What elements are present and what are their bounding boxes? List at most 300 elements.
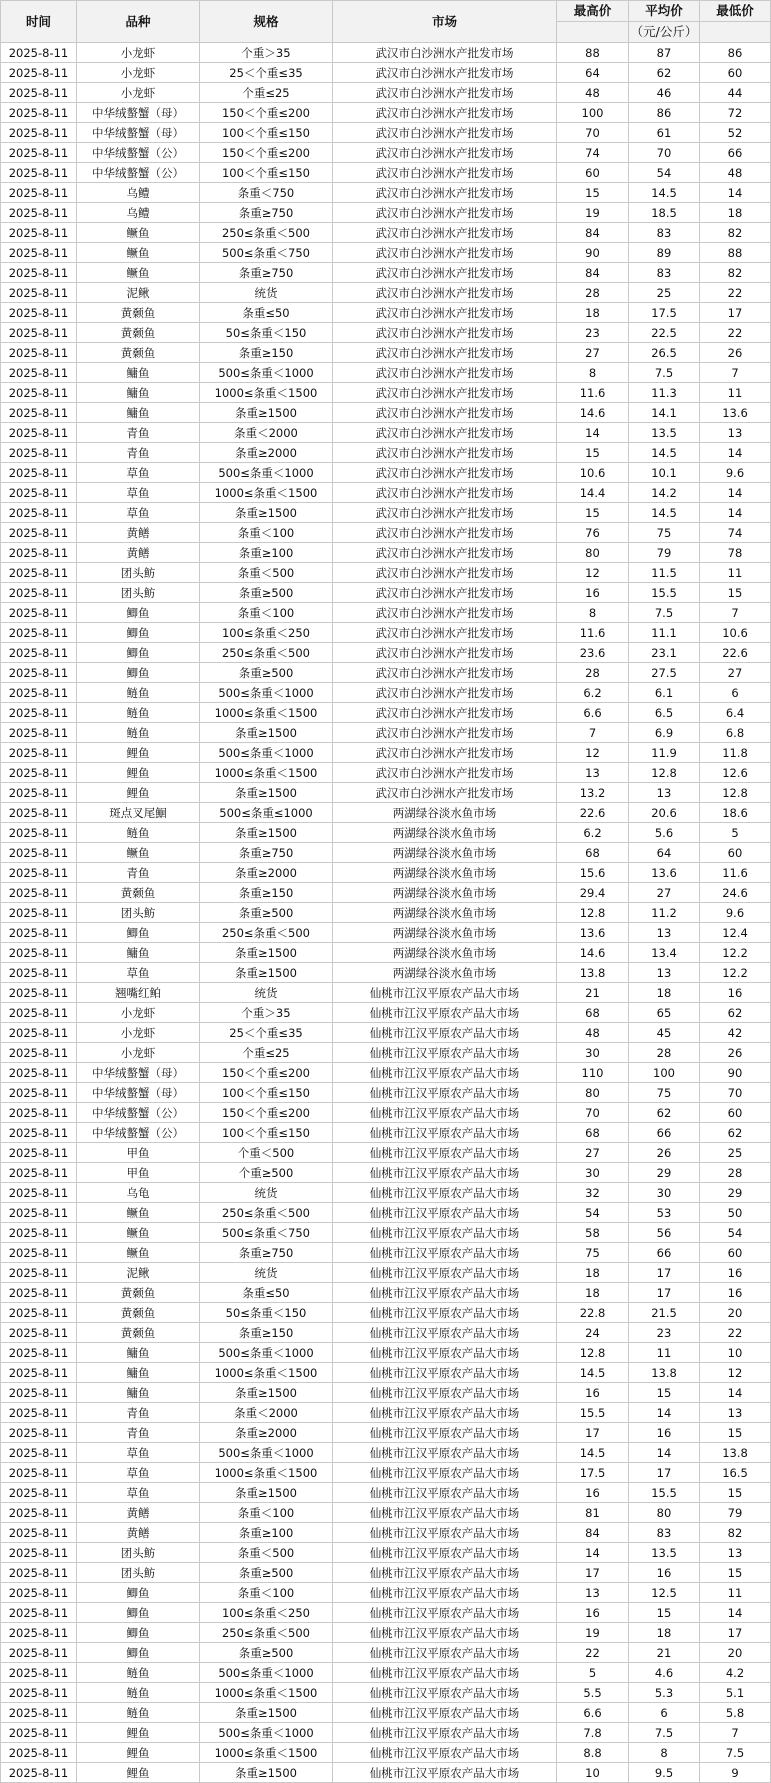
cell-spec: 1000≤条重＜1500 [200, 703, 333, 723]
cell-variety: 乌龟 [77, 1183, 200, 1203]
cell-high: 84 [557, 263, 629, 283]
cell-avg: 13 [629, 963, 700, 983]
cell-low: 74 [700, 523, 771, 543]
cell-spec: 条重≥150 [200, 883, 333, 903]
cell-market: 仙桃市江汉平原农产品大市场 [333, 1603, 557, 1623]
table-row [1, 1383, 771, 1403]
cell-spec: 1000≤条重＜1500 [200, 1743, 333, 1763]
cell-variety: 黄鳝 [77, 1523, 200, 1543]
cell-market: 仙桃市江汉平原农产品大市场 [333, 1563, 557, 1583]
cell-date: 2025-8-11 [1, 183, 77, 203]
cell-low: 18 [700, 203, 771, 223]
cell-market: 仙桃市江汉平原农产品大市场 [333, 1503, 557, 1523]
cell-spec: 500≤条重＜1000 [200, 743, 333, 763]
cell-spec: 条重＜100 [200, 1503, 333, 1523]
cell-market: 仙桃市江汉平原农产品大市场 [333, 1623, 557, 1643]
table-row [1, 1063, 771, 1083]
cell-high: 64 [557, 63, 629, 83]
cell-avg: 16 [629, 1423, 700, 1443]
cell-avg: 12.5 [629, 1583, 700, 1603]
cell-high: 5.5 [557, 1683, 629, 1703]
cell-avg: 11.5 [629, 563, 700, 583]
cell-market: 武汉市白沙洲水产批发市场 [333, 163, 557, 183]
cell-market: 两湖绿谷淡水鱼市场 [333, 943, 557, 963]
cell-variety: 鲫鱼 [77, 923, 200, 943]
cell-high: 90 [557, 243, 629, 263]
cell-variety: 团头鲂 [77, 903, 200, 923]
cell-avg: 11.1 [629, 623, 700, 643]
table-row [1, 643, 771, 663]
table-row [1, 1163, 771, 1183]
cell-date: 2025-8-11 [1, 923, 77, 943]
cell-avg: 14.5 [629, 443, 700, 463]
cell-variety: 草鱼 [77, 1443, 200, 1463]
cell-high: 68 [557, 1123, 629, 1143]
cell-avg: 4.6 [629, 1663, 700, 1683]
cell-date: 2025-8-11 [1, 83, 77, 103]
cell-spec: 1000≤条重＜1500 [200, 483, 333, 503]
cell-high: 110 [557, 1063, 629, 1083]
cell-market: 仙桃市江汉平原农产品大市场 [333, 1403, 557, 1423]
cell-spec: 250≤条重＜500 [200, 1623, 333, 1643]
cell-date: 2025-8-11 [1, 1703, 77, 1723]
cell-low: 22.6 [700, 643, 771, 663]
cell-low: 12 [700, 1363, 771, 1383]
cell-low: 70 [700, 1083, 771, 1103]
cell-high: 11.6 [557, 623, 629, 643]
cell-high: 21 [557, 983, 629, 1003]
cell-low: 14 [700, 443, 771, 463]
cell-market: 两湖绿谷淡水鱼市场 [333, 883, 557, 903]
table-row [1, 1243, 771, 1263]
cell-high: 22.8 [557, 1303, 629, 1323]
cell-high: 11.6 [557, 383, 629, 403]
cell-avg: 83 [629, 263, 700, 283]
cell-high: 28 [557, 663, 629, 683]
cell-variety: 泥鳅 [77, 283, 200, 303]
table-row [1, 1603, 771, 1623]
cell-variety: 甲鱼 [77, 1163, 200, 1183]
cell-spec: 条重≥750 [200, 203, 333, 223]
cell-spec: 个重≤25 [200, 1043, 333, 1063]
cell-high: 14.4 [557, 483, 629, 503]
table-row [1, 223, 771, 243]
cell-market: 两湖绿谷淡水鱼市场 [333, 923, 557, 943]
cell-date: 2025-8-11 [1, 203, 77, 223]
cell-low: 66 [700, 143, 771, 163]
cell-low: 7.5 [700, 1743, 771, 1763]
cell-market: 仙桃市江汉平原农产品大市场 [333, 1003, 557, 1023]
cell-market: 两湖绿谷淡水鱼市场 [333, 903, 557, 923]
cell-date: 2025-8-11 [1, 263, 77, 283]
table-row [1, 1283, 771, 1303]
cell-market: 仙桃市江汉平原农产品大市场 [333, 1723, 557, 1743]
cell-date: 2025-8-11 [1, 1263, 77, 1283]
cell-avg: 9.5 [629, 1763, 700, 1783]
cell-market: 武汉市白沙洲水产批发市场 [333, 783, 557, 803]
cell-variety: 中华绒螯蟹（母） [77, 1063, 200, 1083]
cell-spec: 条重≥2000 [200, 863, 333, 883]
cell-variety: 鲢鱼 [77, 1703, 200, 1723]
table-row [1, 283, 771, 303]
cell-spec: 条重≥1500 [200, 1763, 333, 1783]
table-row [1, 423, 771, 443]
table-row [1, 883, 771, 903]
table-row [1, 1023, 771, 1043]
cell-spec: 500≤条重＜750 [200, 1223, 333, 1243]
cell-high: 6.2 [557, 823, 629, 843]
cell-market: 仙桃市江汉平原农产品大市场 [333, 1443, 557, 1463]
cell-spec: 统货 [200, 1263, 333, 1283]
cell-market: 武汉市白沙洲水产批发市场 [333, 263, 557, 283]
table-row [1, 403, 771, 423]
cell-high: 22 [557, 1643, 629, 1663]
cell-spec: 250≤条重＜500 [200, 643, 333, 663]
cell-low: 16 [700, 1283, 771, 1303]
cell-high: 16 [557, 1483, 629, 1503]
header-low: 最低价 [700, 1, 771, 22]
table-row [1, 1663, 771, 1683]
table-row [1, 983, 771, 1003]
cell-avg: 13.4 [629, 943, 700, 963]
cell-high: 23 [557, 323, 629, 343]
header-high-blank [557, 22, 629, 43]
cell-market: 两湖绿谷淡水鱼市场 [333, 863, 557, 883]
cell-market: 武汉市白沙洲水产批发市场 [333, 363, 557, 383]
table-row [1, 1523, 771, 1543]
cell-avg: 14.5 [629, 183, 700, 203]
table-row [1, 1343, 771, 1363]
cell-date: 2025-8-11 [1, 1623, 77, 1643]
cell-high: 24 [557, 1323, 629, 1343]
cell-low: 6 [700, 683, 771, 703]
cell-variety: 中华绒螯蟹（公） [77, 143, 200, 163]
cell-variety: 草鱼 [77, 503, 200, 523]
cell-spec: 条重≥1500 [200, 1703, 333, 1723]
cell-market: 仙桃市江汉平原农产品大市场 [333, 1243, 557, 1263]
cell-high: 14.6 [557, 403, 629, 423]
cell-avg: 7.5 [629, 603, 700, 623]
cell-low: 18.6 [700, 803, 771, 823]
cell-variety: 鳙鱼 [77, 1343, 200, 1363]
table-row [1, 1103, 771, 1123]
cell-variety: 鲤鱼 [77, 1763, 200, 1783]
cell-date: 2025-8-11 [1, 1643, 77, 1663]
cell-low: 60 [700, 843, 771, 863]
cell-market: 武汉市白沙洲水产批发市场 [333, 343, 557, 363]
cell-date: 2025-8-11 [1, 1103, 77, 1123]
cell-market: 仙桃市江汉平原农产品大市场 [333, 1643, 557, 1663]
cell-avg: 23.1 [629, 643, 700, 663]
cell-avg: 11.9 [629, 743, 700, 763]
header-market: 市场 [333, 1, 557, 43]
cell-spec: 250≤条重＜500 [200, 223, 333, 243]
table-row [1, 723, 771, 743]
cell-market: 仙桃市江汉平原农产品大市场 [333, 1043, 557, 1063]
table-row [1, 1623, 771, 1643]
cell-date: 2025-8-11 [1, 163, 77, 183]
cell-date: 2025-8-11 [1, 1043, 77, 1063]
cell-avg: 86 [629, 103, 700, 123]
cell-high: 48 [557, 1023, 629, 1043]
cell-variety: 鳜鱼 [77, 263, 200, 283]
table-row [1, 1563, 771, 1583]
cell-variety: 青鱼 [77, 443, 200, 463]
cell-avg: 14.2 [629, 483, 700, 503]
cell-spec: 500≤条重＜1000 [200, 363, 333, 383]
cell-low: 72 [700, 103, 771, 123]
cell-spec: 100≤条重＜250 [200, 623, 333, 643]
cell-date: 2025-8-11 [1, 983, 77, 1003]
cell-market: 武汉市白沙洲水产批发市场 [333, 283, 557, 303]
table-row [1, 903, 771, 923]
cell-market: 仙桃市江汉平原农产品大市场 [333, 1463, 557, 1483]
cell-variety: 鲤鱼 [77, 763, 200, 783]
cell-avg: 80 [629, 1503, 700, 1523]
table-row [1, 1443, 771, 1463]
cell-variety: 团头鲂 [77, 583, 200, 603]
cell-low: 52 [700, 123, 771, 143]
cell-date: 2025-8-11 [1, 1323, 77, 1343]
cell-high: 81 [557, 1503, 629, 1523]
cell-high: 12 [557, 563, 629, 583]
cell-spec: 100＜个重≤150 [200, 1123, 333, 1143]
cell-spec: 250≤条重＜500 [200, 923, 333, 943]
table-row [1, 563, 771, 583]
cell-market: 武汉市白沙洲水产批发市场 [333, 443, 557, 463]
table-header [1, 1, 771, 43]
table-row [1, 1703, 771, 1723]
cell-avg: 66 [629, 1123, 700, 1143]
cell-high: 15.5 [557, 1403, 629, 1423]
table-row [1, 463, 771, 483]
cell-high: 88 [557, 43, 629, 63]
cell-variety: 黄颡鱼 [77, 883, 200, 903]
cell-low: 15 [700, 583, 771, 603]
cell-low: 11 [700, 563, 771, 583]
table-row [1, 43, 771, 63]
cell-spec: 条重＜100 [200, 603, 333, 623]
table-row [1, 543, 771, 563]
cell-avg: 20.6 [629, 803, 700, 823]
cell-variety: 黄颡鱼 [77, 343, 200, 363]
cell-variety: 黄颡鱼 [77, 323, 200, 343]
cell-avg: 18 [629, 983, 700, 1003]
cell-date: 2025-8-11 [1, 283, 77, 303]
cell-low: 28 [700, 1163, 771, 1183]
cell-high: 12 [557, 743, 629, 763]
cell-high: 70 [557, 123, 629, 143]
cell-date: 2025-8-11 [1, 523, 77, 543]
cell-low: 10.6 [700, 623, 771, 643]
cell-variety: 乌鳢 [77, 183, 200, 203]
cell-high: 12.8 [557, 1343, 629, 1363]
cell-market: 武汉市白沙洲水产批发市场 [333, 503, 557, 523]
cell-avg: 6.1 [629, 683, 700, 703]
cell-date: 2025-8-11 [1, 1083, 77, 1103]
cell-high: 54 [557, 1203, 629, 1223]
cell-market: 武汉市白沙洲水产批发市场 [333, 203, 557, 223]
cell-low: 90 [700, 1063, 771, 1083]
cell-date: 2025-8-11 [1, 443, 77, 463]
cell-low: 11 [700, 383, 771, 403]
cell-high: 68 [557, 1003, 629, 1023]
cell-date: 2025-8-11 [1, 1603, 77, 1623]
cell-date: 2025-8-11 [1, 243, 77, 263]
cell-date: 2025-8-11 [1, 223, 77, 243]
cell-spec: 条重≥1500 [200, 403, 333, 423]
cell-market: 仙桃市江汉平原农产品大市场 [333, 1683, 557, 1703]
cell-low: 25 [700, 1143, 771, 1163]
cell-avg: 5.6 [629, 823, 700, 843]
cell-date: 2025-8-11 [1, 363, 77, 383]
cell-avg: 100 [629, 1063, 700, 1083]
cell-low: 15 [700, 1483, 771, 1503]
cell-market: 仙桃市江汉平原农产品大市场 [333, 1583, 557, 1603]
cell-high: 27 [557, 1143, 629, 1163]
cell-avg: 15 [629, 1603, 700, 1623]
cell-high: 84 [557, 223, 629, 243]
cell-avg: 23 [629, 1323, 700, 1343]
cell-high: 14 [557, 1543, 629, 1563]
cell-market: 两湖绿谷淡水鱼市场 [333, 803, 557, 823]
cell-low: 6.8 [700, 723, 771, 743]
cell-variety: 团头鲂 [77, 563, 200, 583]
cell-market: 仙桃市江汉平原农产品大市场 [333, 983, 557, 1003]
cell-date: 2025-8-11 [1, 1303, 77, 1323]
cell-avg: 10.1 [629, 463, 700, 483]
cell-avg: 6.9 [629, 723, 700, 743]
cell-variety: 鲫鱼 [77, 1643, 200, 1663]
cell-high: 13 [557, 763, 629, 783]
cell-date: 2025-8-11 [1, 1163, 77, 1183]
cell-avg: 17 [629, 1463, 700, 1483]
table-row [1, 63, 771, 83]
cell-variety: 黄鳝 [77, 1503, 200, 1523]
cell-spec: 条重≤50 [200, 1283, 333, 1303]
cell-avg: 14 [629, 1403, 700, 1423]
cell-low: 54 [700, 1223, 771, 1243]
cell-variety: 草鱼 [77, 1483, 200, 1503]
cell-spec: 条重≥1500 [200, 1383, 333, 1403]
cell-low: 4.2 [700, 1663, 771, 1683]
cell-high: 68 [557, 843, 629, 863]
cell-variety: 鲤鱼 [77, 743, 200, 763]
cell-avg: 13.8 [629, 1363, 700, 1383]
cell-low: 82 [700, 263, 771, 283]
table-row [1, 783, 771, 803]
cell-date: 2025-8-11 [1, 543, 77, 563]
cell-avg: 54 [629, 163, 700, 183]
cell-spec: 条重≥1500 [200, 1483, 333, 1503]
cell-spec: 条重≥500 [200, 1643, 333, 1663]
cell-market: 武汉市白沙洲水产批发市场 [333, 663, 557, 683]
cell-variety: 小龙虾 [77, 1023, 200, 1043]
cell-market: 仙桃市江汉平原农产品大市场 [333, 1423, 557, 1443]
cell-market: 仙桃市江汉平原农产品大市场 [333, 1163, 557, 1183]
cell-avg: 15.5 [629, 583, 700, 603]
cell-market: 武汉市白沙洲水产批发市场 [333, 83, 557, 103]
cell-avg: 26 [629, 1143, 700, 1163]
cell-variety: 鳜鱼 [77, 223, 200, 243]
cell-spec: 条重≥500 [200, 663, 333, 683]
cell-spec: 条重＜100 [200, 1583, 333, 1603]
cell-spec: 条重＜500 [200, 563, 333, 583]
table-row [1, 1043, 771, 1063]
cell-market: 仙桃市江汉平原农产品大市场 [333, 1343, 557, 1363]
cell-date: 2025-8-11 [1, 143, 77, 163]
cell-spec: 条重≥750 [200, 263, 333, 283]
cell-market: 武汉市白沙洲水产批发市场 [333, 583, 557, 603]
cell-variety: 鲢鱼 [77, 823, 200, 843]
cell-avg: 27.5 [629, 663, 700, 683]
table-row [1, 1483, 771, 1503]
cell-spec: 统货 [200, 983, 333, 1003]
table-row [1, 583, 771, 603]
cell-spec: 条重＜2000 [200, 423, 333, 443]
cell-market: 两湖绿谷淡水鱼市场 [333, 963, 557, 983]
cell-market: 武汉市白沙洲水产批发市场 [333, 243, 557, 263]
cell-high: 14.5 [557, 1443, 629, 1463]
cell-spec: 统货 [200, 283, 333, 303]
cell-variety: 鲫鱼 [77, 1623, 200, 1643]
cell-low: 13 [700, 423, 771, 443]
cell-variety: 鲤鱼 [77, 783, 200, 803]
table-row [1, 823, 771, 843]
table-row [1, 1643, 771, 1663]
cell-market: 武汉市白沙洲水产批发市场 [333, 483, 557, 503]
cell-low: 14 [700, 503, 771, 523]
cell-market: 武汉市白沙洲水产批发市场 [333, 463, 557, 483]
cell-spec: 个重≤25 [200, 83, 333, 103]
cell-date: 2025-8-11 [1, 1743, 77, 1763]
cell-variety: 泥鳅 [77, 1263, 200, 1283]
cell-spec: 150＜个重≤200 [200, 1103, 333, 1123]
cell-high: 5 [557, 1663, 629, 1683]
cell-spec: 50≤条重＜150 [200, 1303, 333, 1323]
cell-market: 仙桃市江汉平原农产品大市场 [333, 1023, 557, 1043]
table-row [1, 603, 771, 623]
table-row [1, 123, 771, 143]
table-row [1, 523, 771, 543]
cell-low: 7 [700, 1723, 771, 1743]
cell-avg: 12.8 [629, 763, 700, 783]
cell-spec: 条重≤50 [200, 303, 333, 323]
cell-spec: 50≤条重＜150 [200, 323, 333, 343]
cell-date: 2025-8-11 [1, 1523, 77, 1543]
cell-high: 30 [557, 1163, 629, 1183]
cell-high: 19 [557, 203, 629, 223]
cell-low: 12.6 [700, 763, 771, 783]
cell-spec: 150＜个重≤200 [200, 1063, 333, 1083]
table-row [1, 183, 771, 203]
cell-variety: 草鱼 [77, 463, 200, 483]
cell-avg: 14.5 [629, 503, 700, 523]
cell-market: 武汉市白沙洲水产批发市场 [333, 643, 557, 663]
cell-avg: 13.6 [629, 863, 700, 883]
cell-date: 2025-8-11 [1, 103, 77, 123]
cell-date: 2025-8-11 [1, 1363, 77, 1383]
cell-high: 15 [557, 503, 629, 523]
cell-date: 2025-8-11 [1, 1143, 77, 1163]
cell-avg: 83 [629, 223, 700, 243]
table-row [1, 943, 771, 963]
cell-avg: 15 [629, 1383, 700, 1403]
table-row [1, 483, 771, 503]
cell-spec: 条重≥1500 [200, 943, 333, 963]
cell-spec: 100＜个重≤150 [200, 1083, 333, 1103]
cell-date: 2025-8-11 [1, 303, 77, 323]
